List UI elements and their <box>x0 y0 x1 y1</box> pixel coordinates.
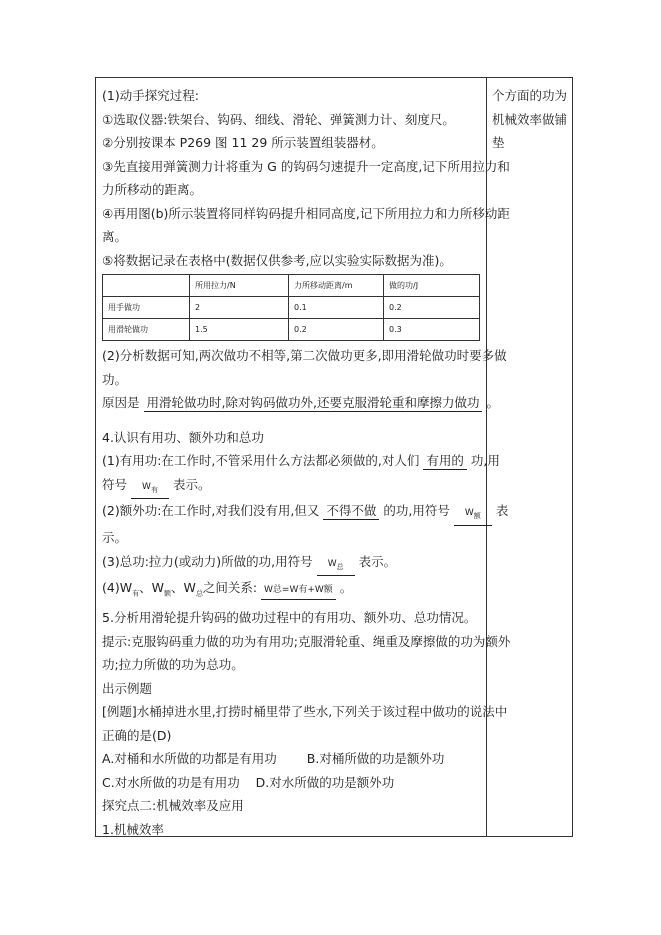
answer-blank: W总=W有+W额 <box>261 582 336 600</box>
text: 表 <box>495 503 509 519</box>
extra-work-line <box>102 499 509 526</box>
paragraph: ③先直接用弹簧测力计将重为 G 的钩码匀速提升一定高度,记下所用拉力和 <box>102 158 510 174</box>
note-text: 个方面的功为 <box>492 88 568 103</box>
table-cell: 2 <box>190 297 289 319</box>
symbol-subscript: 有 <box>132 589 140 598</box>
table-header-cell <box>103 275 190 297</box>
symbol: W <box>327 558 337 569</box>
option-a: A.对桶和水所做的功都是有用功 <box>102 751 277 767</box>
text: (2)额外功:在工作时,对我们没有用,但又 <box>102 503 320 519</box>
lesson-table <box>95 77 573 837</box>
answer-blank: 用滑轮做功时,除对钩码做功外,还要克服滑轮重和摩擦力做功 <box>144 394 483 412</box>
text: 表示。 <box>358 553 397 569</box>
section-heading: 探究点二:机械效率及应用 <box>102 798 244 814</box>
text: 、W <box>170 580 196 596</box>
relation-line <box>102 576 480 606</box>
table-row <box>103 297 480 319</box>
paragraph: (2)分析数据可知,两次做功不相等,第二次做功更多,即用滑轮做功时要多做 <box>102 348 507 363</box>
table-cell: 用滑轮做功 <box>103 319 190 341</box>
punctuation: 。 <box>486 395 499 410</box>
paragraph: ④再用图(b)所示装置将同样钩码提升相同高度,记下所用拉力和力所移动距 <box>102 205 510 221</box>
main-content-cell <box>102 84 511 841</box>
section-heading: 4.认识有用功、额外功和总功 <box>102 429 264 445</box>
text: (1)有用功:在工作时,不管采用什么方法都必须做的,对人们 <box>102 453 420 468</box>
option-b: B.对桶所做的功是额外功 <box>306 751 445 767</box>
note-text: 机械效率做铺 <box>492 111 568 127</box>
table-header-row <box>103 275 480 297</box>
symbol-subscript: 总 <box>195 589 203 598</box>
paragraph: ⑤将数据记录在表格中(数据仅供参考,应以实验实际数据为准)。 <box>102 252 452 268</box>
hint-text: 功;拉力所做的功为总功。 <box>102 657 244 673</box>
hint-text: 提示:克服钩码重力做的功为有用功;克服滑轮重、绳重及摩擦做的功为额外 <box>102 633 511 649</box>
table-cell: 0.2 <box>384 297 480 319</box>
text: (3)总功:拉力(或动力)所做的功,用符号 <box>102 553 313 569</box>
example-question: 正确的是(D) <box>102 727 172 743</box>
paragraph: ②分别按课本 P269 图 11 29 所示装置组装器材。 <box>102 135 384 150</box>
experiment-data-table <box>102 274 480 341</box>
table-cell: 0.2 <box>289 319 384 341</box>
answer-blank <box>454 505 492 526</box>
paragraph: ①选取仪器:铁架台、钩码、细线、滑轮、弹簧测力计、刻度尺。 <box>102 111 455 127</box>
table-header-cell: 所用拉力/N <box>190 275 289 297</box>
table-row <box>103 319 480 341</box>
text: 功,用 <box>470 453 500 468</box>
paragraph: (1)动手探究过程: <box>102 88 199 103</box>
symbol: W <box>142 481 151 492</box>
table-cell: 用手做功 <box>103 297 190 319</box>
text: 符号 <box>102 476 128 492</box>
paragraph: 力所移动的距离。 <box>102 182 203 197</box>
option-c: C.对水所做的功是有用功 <box>102 774 240 790</box>
note-text: 垫 <box>492 135 505 150</box>
notes-cell <box>492 84 568 155</box>
paragraph: 功。 <box>102 371 128 387</box>
options-row <box>102 747 480 771</box>
example-question: [例题]水桶掉进水里,打捞时桶里带了些水,下列关于该过程中做功的说法中 <box>102 704 508 720</box>
symbol: W <box>464 508 474 519</box>
option-d: D.对水所做的功是额外功 <box>255 774 395 790</box>
paragraph: 离。 <box>102 229 128 244</box>
table-cell: 0.3 <box>384 319 480 341</box>
symbol-subscript: 总 <box>336 562 344 571</box>
useful-work-line <box>102 449 500 473</box>
symbol-subscript: 额 <box>163 589 171 598</box>
answer-blank <box>131 479 169 500</box>
reason-label: 原因是 <box>102 395 140 410</box>
total-work-line <box>102 550 480 577</box>
useful-work-symbol-line <box>102 473 480 500</box>
table-header-cell: 做的功/J <box>384 275 480 297</box>
text: (4)W <box>102 580 133 596</box>
punctuation: 。 <box>339 580 353 596</box>
paragraph: 示。 <box>102 530 128 546</box>
symbol-subscript: 额 <box>473 512 481 521</box>
section-heading: 5.分析用滑轮提升钩码的做功过程中的有用功、额外功、总功情况。 <box>102 610 477 626</box>
example-title: 出示例题 <box>102 680 153 696</box>
options-row <box>102 771 480 795</box>
section-heading: 1.机械效率 <box>102 821 164 837</box>
table-header-cell: 力所移动距离/m <box>289 275 384 297</box>
answer-blank <box>317 556 355 577</box>
text: 的功,用符号 <box>383 503 450 519</box>
symbol-subscript: 有 <box>150 485 158 494</box>
answer-blank: 有用的 <box>423 452 467 470</box>
table-cell: 1.5 <box>190 319 289 341</box>
answer-blank: 不得不做 <box>323 502 379 520</box>
reason-line <box>102 391 499 415</box>
text: 、W <box>139 580 164 596</box>
table-cell: 0.1 <box>289 297 384 319</box>
text: 表示。 <box>172 476 211 492</box>
text: 之间关系: <box>202 580 258 596</box>
